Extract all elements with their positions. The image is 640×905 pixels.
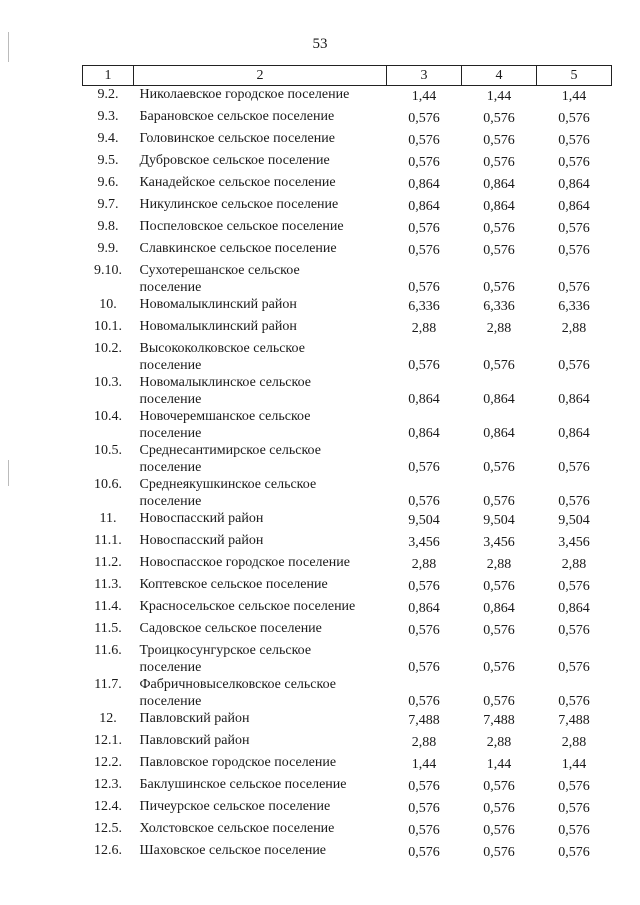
row-value-col-4: 0,576 (483, 133, 515, 148)
row-number: 9.3. (97, 109, 119, 124)
row-name-line: Славкинское сельское поселение (139, 241, 337, 256)
row-value-col-4: 0,576 (483, 358, 515, 373)
row-number: 12.6. (94, 843, 122, 858)
row-name-line: Фабричновыселковское сельское (139, 677, 336, 692)
row-name (134, 340, 387, 374)
row-value-col-5: 0,576 (558, 779, 590, 794)
row-value-col-3: 0,576 (408, 694, 440, 709)
row-number: 10.5. (94, 443, 122, 458)
table-row (83, 798, 612, 820)
table-row (83, 408, 612, 442)
row-value-col-3: 1,44 (411, 757, 437, 772)
table-row (83, 374, 612, 408)
row-number: 10.6. (94, 477, 122, 492)
row-number: 10.1. (94, 319, 122, 334)
row-name (134, 532, 387, 554)
row-name-line: Поспеловское сельское поселение (139, 219, 344, 234)
row-value-col-3: 2,88 (411, 557, 437, 572)
row-value-col-3: 0,576 (408, 845, 440, 860)
header-col-5: 5 (537, 66, 612, 86)
table-row (83, 576, 612, 598)
row-value-col-5: 0,864 (558, 426, 590, 441)
row-value-col-4: 0,576 (483, 801, 515, 816)
table-row (83, 620, 612, 642)
row-value-col-4: 0,576 (483, 623, 515, 638)
row-value-col-5: 0,576 (558, 155, 590, 170)
row-name-line: Садовское сельское поселение (139, 621, 322, 636)
row-number: 11.6. (94, 643, 122, 658)
row-name-line: Новомалыклинский район (139, 297, 297, 312)
row-name-line: Новомалыклинское сельское (139, 375, 311, 390)
row-number: 11.2. (94, 555, 122, 570)
row-name-line: Новоспасский район (139, 533, 264, 548)
row-number: 9.4. (97, 131, 119, 146)
row-number: 10.3. (94, 375, 122, 390)
row-name-line: поселение (139, 426, 202, 441)
row-name (134, 108, 387, 130)
row-value-col-4: 0,576 (483, 243, 515, 258)
row-name (134, 296, 387, 318)
row-value-col-3: 0,864 (408, 392, 440, 407)
row-value-col-4: 0,864 (483, 177, 515, 192)
row-value-col-4: 2,88 (486, 321, 512, 336)
row-name (134, 842, 387, 864)
row-name-line: Новоспасское городское поселение (139, 555, 350, 570)
row-value-col-3: 0,864 (408, 426, 440, 441)
row-value-col-5: 0,864 (558, 392, 590, 407)
row-value-col-5: 2,88 (561, 735, 587, 750)
row-value-col-3: 0,576 (408, 460, 440, 475)
table-row (83, 510, 612, 532)
row-name-line: Барановское сельское поселение (139, 109, 335, 124)
row-name-line: поселение (139, 494, 202, 509)
row-name (134, 576, 387, 598)
row-value-col-4: 3,456 (483, 535, 515, 550)
row-number: 12.4. (94, 799, 122, 814)
row-name-line: Николаевское городское поселение (139, 87, 350, 102)
row-value-col-5: 0,576 (558, 111, 590, 126)
row-value-col-5: 1,44 (561, 89, 587, 104)
row-name (134, 554, 387, 576)
row-value-col-3: 0,576 (408, 111, 440, 126)
table-row (83, 296, 612, 318)
row-value-col-4: 0,576 (483, 823, 515, 838)
row-name (134, 374, 387, 408)
row-value-col-3: 0,576 (408, 494, 440, 509)
header-col-4: 4 (462, 66, 537, 86)
row-name-line: Холстовское сельское поселение (139, 821, 335, 836)
row-value-col-3: 9,504 (408, 513, 440, 528)
row-name (134, 732, 387, 754)
row-value-col-4: 0,576 (483, 155, 515, 170)
row-value-col-5: 0,576 (558, 579, 590, 594)
page-number: 53 (312, 36, 328, 52)
row-value-col-3: 3,456 (408, 535, 440, 550)
row-value-col-5: 0,576 (558, 280, 590, 295)
row-name (134, 442, 387, 476)
row-name (134, 218, 387, 240)
row-value-col-3: 0,576 (408, 155, 440, 170)
table-row (83, 442, 612, 476)
table-row (83, 196, 612, 218)
row-name-line: поселение (139, 280, 202, 295)
row-name-line: Новомалыклинский район (139, 319, 297, 334)
table-row (83, 86, 612, 109)
table-row (83, 842, 612, 864)
table-row (83, 476, 612, 510)
row-name-line: Коптевское сельское поселение (139, 577, 328, 592)
row-value-col-3: 0,576 (408, 779, 440, 794)
row-name-line: Павловский район (139, 733, 250, 748)
table-body (83, 86, 612, 865)
row-name (134, 798, 387, 820)
row-name-line: Среднеякушкинское сельское (139, 477, 317, 492)
row-value-col-5: 9,504 (558, 513, 590, 528)
row-number: 9.2. (97, 87, 119, 102)
row-value-col-4: 9,504 (483, 513, 515, 528)
row-name (134, 598, 387, 620)
row-name-line: Среднесантимирское сельское (139, 443, 321, 458)
row-value-col-3: 6,336 (408, 299, 440, 314)
row-number: 10. (99, 297, 117, 312)
row-number: 9.9. (97, 241, 119, 256)
row-name-line: Павловское городское поселение (139, 755, 337, 770)
row-name (134, 86, 387, 109)
row-value-col-3: 0,576 (408, 280, 440, 295)
row-name-line: Павловский район (139, 711, 250, 726)
row-number: 10.2. (94, 341, 122, 356)
table-row (83, 532, 612, 554)
row-value-col-3: 2,88 (411, 321, 437, 336)
row-name-line: Новочеремшанское сельское (139, 409, 311, 424)
row-name (134, 130, 387, 152)
row-value-col-5: 0,576 (558, 460, 590, 475)
row-value-col-5: 6,336 (558, 299, 590, 314)
row-value-col-5: 0,864 (558, 199, 590, 214)
row-value-col-5: 1,44 (561, 757, 587, 772)
row-name-line: Пичеурское сельское поселение (139, 799, 331, 814)
header-col-3: 3 (387, 66, 462, 86)
row-value-col-3: 0,576 (408, 660, 440, 675)
row-value-col-3: 0,576 (408, 823, 440, 838)
table-row (83, 152, 612, 174)
row-value-col-4: 2,88 (486, 735, 512, 750)
row-name (134, 152, 387, 174)
row-value-col-4: 0,576 (483, 694, 515, 709)
row-value-col-4: 6,336 (483, 299, 515, 314)
row-name-line: Никулинское сельское поселение (139, 197, 339, 212)
row-value-col-3: 0,576 (408, 221, 440, 236)
row-value-col-3: 0,576 (408, 623, 440, 638)
row-value-col-4: 1,44 (486, 89, 512, 104)
row-name (134, 710, 387, 732)
row-value-col-4: 0,576 (483, 494, 515, 509)
row-value-col-5: 0,576 (558, 494, 590, 509)
row-value-col-4: 0,864 (483, 199, 515, 214)
row-name-line: Шаховское сельское поселение (139, 843, 327, 858)
table-row (83, 642, 612, 676)
row-name-line: Красносельское сельское поселение (139, 599, 356, 614)
row-value-col-3: 0,864 (408, 177, 440, 192)
row-number: 11.7. (94, 677, 122, 692)
row-name (134, 754, 387, 776)
table-row (83, 598, 612, 620)
table-row (83, 710, 612, 732)
row-value-col-4: 0,576 (483, 845, 515, 860)
row-name (134, 676, 387, 710)
row-value-col-3: 0,576 (408, 243, 440, 258)
table-row (83, 340, 612, 374)
row-value-col-5: 7,488 (558, 713, 590, 728)
scan-edge-mark (8, 460, 9, 486)
row-name (134, 240, 387, 262)
row-name-line: Новоспасский район (139, 511, 264, 526)
table-row (83, 240, 612, 262)
table-row (83, 732, 612, 754)
row-value-col-5: 0,576 (558, 623, 590, 638)
row-number: 10.4. (94, 409, 122, 424)
table-row (83, 754, 612, 776)
row-number: 11.1. (94, 533, 122, 548)
table-row (83, 218, 612, 240)
row-number: 12.5. (94, 821, 122, 836)
row-name-line: поселение (139, 694, 202, 709)
row-value-col-4: 0,864 (483, 601, 515, 616)
row-value-col-4: 0,576 (483, 111, 515, 126)
row-value-col-5: 0,576 (558, 823, 590, 838)
row-name-line: поселение (139, 460, 202, 475)
row-value-col-4: 0,864 (483, 426, 515, 441)
row-value-col-4: 0,576 (483, 579, 515, 594)
row-name (134, 476, 387, 510)
row-value-col-4: 0,576 (483, 280, 515, 295)
row-name-line: поселение (139, 358, 202, 373)
row-value-col-3: 7,488 (408, 713, 440, 728)
row-value-col-3: 0,576 (408, 358, 440, 373)
row-name-line: поселение (139, 660, 202, 675)
row-value-col-5: 2,88 (561, 321, 587, 336)
row-value-col-3: 0,576 (408, 579, 440, 594)
row-value-col-5: 0,864 (558, 601, 590, 616)
row-name-line: поселение (139, 392, 202, 407)
row-name-line: Канадейское сельское поселение (139, 175, 336, 190)
table-row (83, 174, 612, 196)
row-value-col-5: 0,576 (558, 133, 590, 148)
row-value-col-5: 0,576 (558, 243, 590, 258)
row-value-col-4: 0,864 (483, 392, 515, 407)
row-value-col-4: 0,576 (483, 779, 515, 794)
row-name (134, 620, 387, 642)
row-name (134, 174, 387, 196)
row-name (134, 408, 387, 442)
row-number: 12.1. (94, 733, 122, 748)
row-number: 9.5. (97, 153, 119, 168)
row-value-col-5: 0,576 (558, 221, 590, 236)
row-number: 11.3. (94, 577, 122, 592)
row-value-col-5: 0,576 (558, 694, 590, 709)
row-name (134, 776, 387, 798)
table-row (83, 676, 612, 710)
row-value-col-5: 0,576 (558, 801, 590, 816)
row-name (134, 196, 387, 218)
row-name-line: Баклушинское сельское поселение (139, 777, 347, 792)
row-number: 12. (99, 711, 117, 726)
table-row (83, 554, 612, 576)
row-number: 12.2. (94, 755, 122, 770)
row-value-col-5: 0,576 (558, 660, 590, 675)
row-value-col-3: 0,576 (408, 133, 440, 148)
row-name (134, 262, 387, 296)
row-value-col-4: 2,88 (486, 557, 512, 572)
row-value-col-5: 3,456 (558, 535, 590, 550)
table-row (83, 820, 612, 842)
row-number: 9.8. (97, 219, 119, 234)
row-value-col-4: 0,576 (483, 660, 515, 675)
row-name (134, 318, 387, 340)
row-value-col-5: 2,88 (561, 557, 587, 572)
row-name-line: Высококолковское сельское (139, 341, 305, 356)
row-value-col-4: 1,44 (486, 757, 512, 772)
row-value-col-5: 0,576 (558, 845, 590, 860)
row-number: 12.3. (94, 777, 122, 792)
table-row (83, 262, 612, 296)
row-number: 11.5. (94, 621, 122, 636)
row-name-line: Сухотерешанское сельское (139, 263, 300, 278)
row-number: 9.10. (94, 263, 122, 278)
row-name-line: Головинское сельское поселение (139, 131, 335, 146)
row-value-col-5: 0,576 (558, 358, 590, 373)
table-header-row (83, 66, 612, 86)
table-row (83, 318, 612, 340)
row-value-col-4: 0,576 (483, 460, 515, 475)
row-name-line: Троицкосунгурское сельское (139, 643, 312, 658)
table-row (83, 108, 612, 130)
row-value-col-3: 2,88 (411, 735, 437, 750)
row-value-col-3: 0,864 (408, 601, 440, 616)
row-value-col-4: 7,488 (483, 713, 515, 728)
data-table (82, 65, 612, 864)
row-number: 11.4. (94, 599, 122, 614)
header-col-2: 2 (134, 66, 387, 86)
row-name (134, 642, 387, 676)
table-row (83, 130, 612, 152)
row-name-line: Дубровское сельское поселение (139, 153, 330, 168)
row-value-col-5: 0,864 (558, 177, 590, 192)
header-col-1: 1 (83, 66, 134, 86)
row-name (134, 510, 387, 532)
row-number: 9.6. (97, 175, 119, 190)
row-value-col-3: 0,576 (408, 801, 440, 816)
row-number: 11. (99, 511, 117, 526)
row-number: 9.7. (97, 197, 119, 212)
row-value-col-3: 1,44 (411, 89, 437, 104)
row-value-col-4: 0,576 (483, 221, 515, 236)
row-value-col-3: 0,864 (408, 199, 440, 214)
row-name (134, 820, 387, 842)
table-row (83, 776, 612, 798)
